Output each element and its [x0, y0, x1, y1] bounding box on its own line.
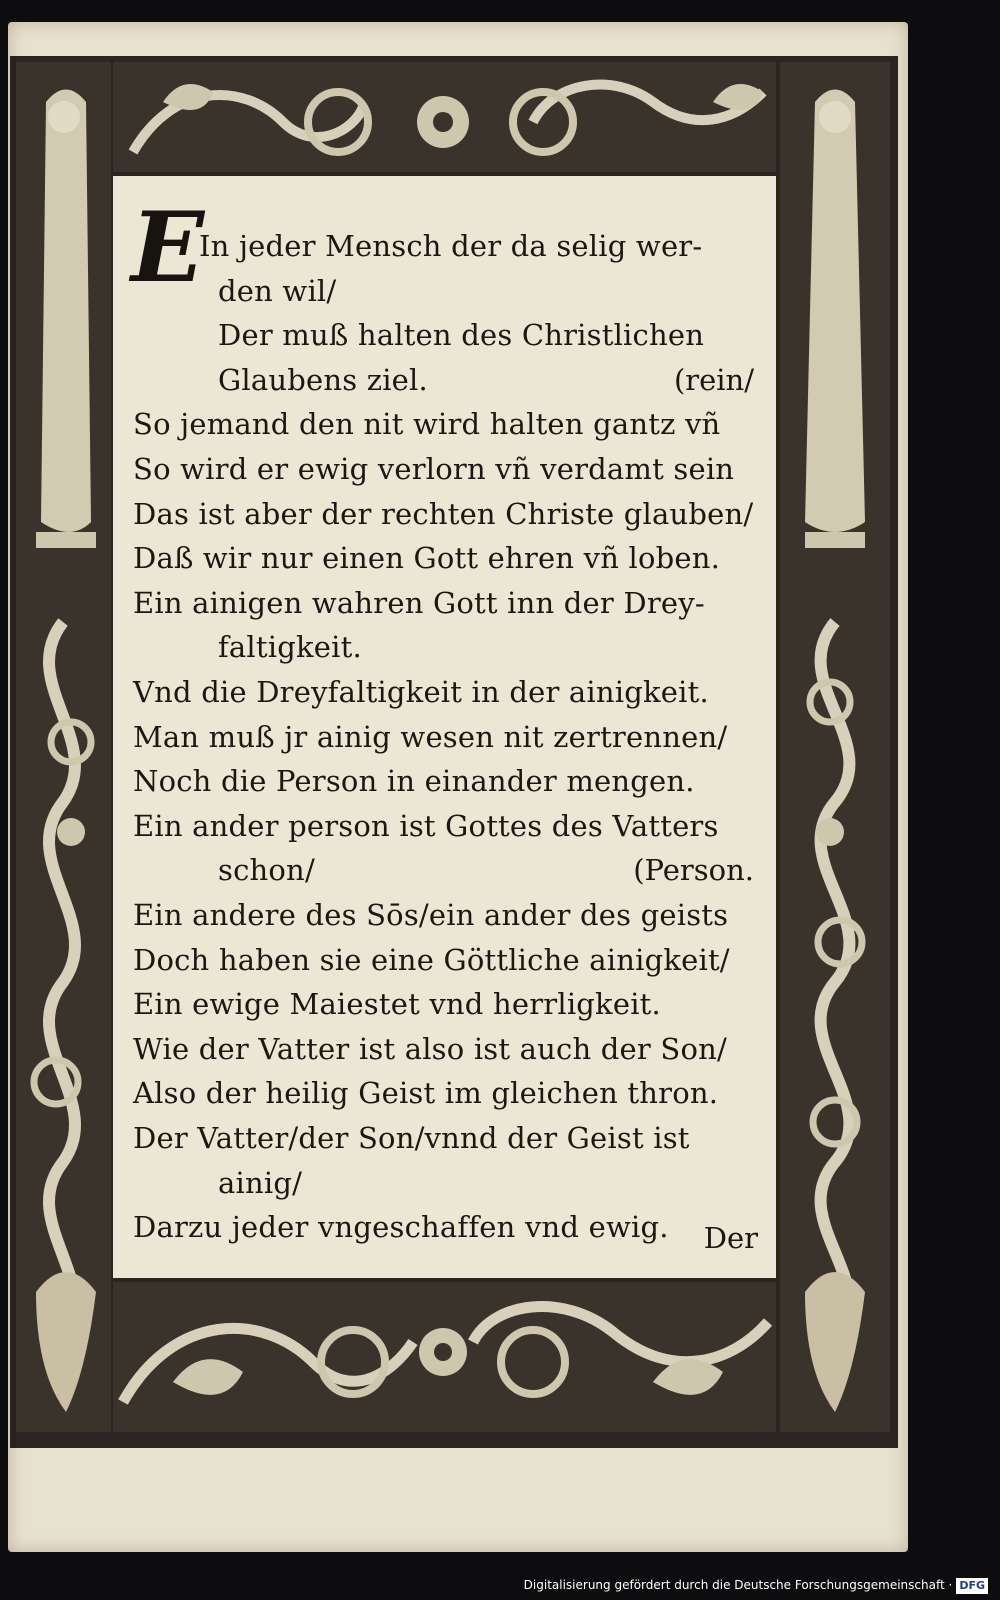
text-line: Ein andere des Sōs/ein ander des geists — [133, 898, 729, 932]
text-line: Der Vatter/der Son/vnnd der Geist ist — [133, 1121, 690, 1155]
text-line: Darzu jeder vngeschaffen vnd ewig. — [133, 1210, 669, 1244]
text-line: Doch haben sie eine Göttliche ainigkeit/ — [133, 943, 730, 977]
text-line: Wie der Vatter ist also ist auch der Son/ — [133, 1032, 727, 1066]
text-line: Daß wir nur einen Gott ehren vñ loben. — [133, 541, 721, 575]
line-continuation: (Person. — [633, 853, 754, 887]
text-line: Ein ewige Maiestet vnd herrligkeit. — [133, 987, 661, 1021]
woodcut-border — [10, 56, 898, 1448]
text-line: schon/ — [218, 853, 315, 887]
text-line: Ein ainigen wahren Gott inn der Drey- — [133, 586, 705, 620]
text-line: Man muß jr ainig wesen nit zertrennen/ — [133, 720, 728, 754]
text-line: In jeder Mensch der da selig wer- — [199, 229, 703, 263]
decorated-initial: E — [131, 191, 205, 304]
text-line: den wil/ — [218, 274, 337, 308]
text-line: Das ist aber der rechten Christe glauben/ — [133, 497, 754, 531]
text-line: So wird er ewig verlorn vñ verdamt sein — [133, 452, 735, 486]
line-continuation: (rein/ — [673, 363, 754, 397]
top-ornament — [113, 62, 776, 172]
book-page — [8, 22, 908, 1552]
catchword: Der — [703, 1221, 758, 1255]
text-line: So jemand den nit wird halten gantz vñ — [133, 407, 721, 441]
text-line: Ein ander person ist Gottes des Vatters — [133, 809, 719, 843]
bottom-ornament — [113, 1282, 776, 1432]
digitization-credit — [524, 1574, 988, 1596]
right-ornament — [780, 62, 890, 1432]
text-line: Glaubens ziel. — [218, 363, 428, 397]
left-ornament — [16, 62, 111, 1432]
credit-text: Digitalisierung gefördert durch die Deutsche Forschungsgemeinschaft · — [523, 1578, 953, 1592]
text-line: Also der heilig Geist im gleichen thron. — [133, 1076, 719, 1110]
text-line: Der muß halten des Christlichen — [218, 318, 705, 352]
text-line: Noch die Person in einander mengen. — [133, 764, 695, 798]
text-line: Vnd die Dreyfaltigkeit in der ainigkeit. — [133, 675, 709, 709]
text-block — [113, 176, 776, 1278]
text-line: ainig/ — [218, 1166, 303, 1200]
dfg-logo: DFG — [956, 1578, 988, 1594]
text-line: faltigkeit. — [218, 630, 362, 664]
